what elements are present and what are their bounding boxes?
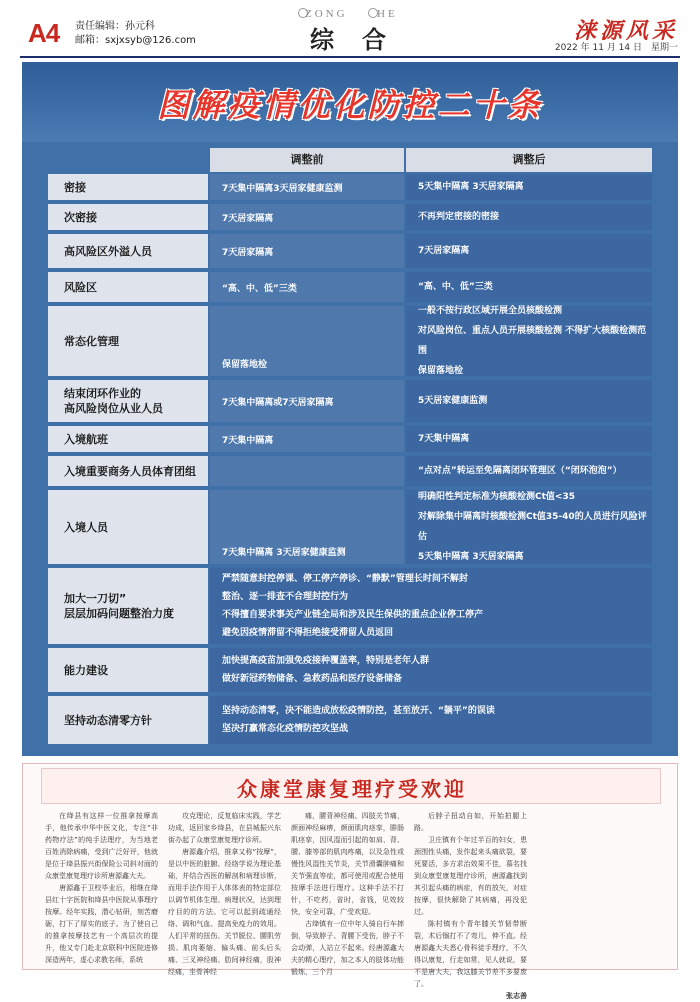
measure-line: 坚持动态清零，决不能造成放松疫情防控，甚至放开、“躺平”的误读 xyxy=(222,706,495,716)
paragraph: 痛，腰背神经痛、四肢关节痛，颜面神经麻痹，颜面肌肉痉挛，腓肠肌痉挛，因风湿而引起的如肩、背、腰、膝等部的肌肉疼痛，以及急性或慢性风湿性关节炎，关节滑囊肿痛和关节强直等症，都可使用或配合使用按摩手法进行理疗。这种手法不打针，不吃药，省时，省钱，见效较快，安全可靠，广受欢迎。 xyxy=(291,812,404,916)
measure-line: 整治、逐一排查不合理封控行为 xyxy=(222,592,349,602)
measure-line: 做好新冠药物储备、急救药品和医疗设备储备 xyxy=(222,674,403,684)
paragraph: 唐源鑫于卫校毕业后，相继在绛县红十字医院和绛县中医院从事理疗按摩。经年实践，潜心钻研，刻苦磨砺，打下了厚实的底子。为了使自己的推拿按摩技艺有一个高层次的提升，他又专门赴北京联科中医院进修深造两年，虚心求教名师，系统 xyxy=(45,884,158,964)
after-value xyxy=(406,426,652,452)
table-row xyxy=(48,272,652,302)
after-value xyxy=(406,306,652,376)
table-row xyxy=(48,648,652,692)
row-label: 密接 xyxy=(48,174,208,200)
before-value: 7天集中隔离3天居家健康监测 xyxy=(210,174,404,200)
after-line: 5天集中隔离 3天居家隔离 xyxy=(418,552,524,562)
measure-lines xyxy=(210,696,652,744)
table-row xyxy=(48,380,652,422)
measure-line: 严禁随意封控停课、停工停产停诊、“静默”管理长时间不解封 xyxy=(222,574,468,584)
article-column xyxy=(45,810,158,962)
after-line: 7天居家隔离 xyxy=(418,246,470,256)
after-line: 5天居家健康监测 xyxy=(418,396,488,406)
header-divider xyxy=(20,56,680,58)
brand-logo: 涞源风采 xyxy=(573,18,678,44)
row-label: 高风险区外溢人员 xyxy=(48,234,208,268)
table-row xyxy=(48,234,652,268)
before-value: 7天居家隔离 xyxy=(210,234,404,268)
after-value xyxy=(406,234,652,268)
before-value: “高、中、低”三类 xyxy=(210,272,404,302)
paragraph: 在绛县有这样一位推拿按摩高手，他传承中华中医文化，专注“非药物疗法”的纯手法理疗，为当地老百姓消除病痛，受到广泛好评，他就是位于绛县振兴街保险公司斜对面的众康堂康复理疗诊所唐源鑫大夫。 xyxy=(45,812,158,880)
table-row xyxy=(48,456,652,486)
section-en-right: HE xyxy=(377,8,398,20)
row-label: 入境航班 xyxy=(48,426,208,452)
after-line: 一般不按行政区域开展全员核酸检测 xyxy=(418,306,563,316)
after-line: 对解除集中隔离时核酸检测Ct值35-40的人员进行风险评估 xyxy=(418,512,647,542)
after-value xyxy=(406,174,652,200)
after-line: 不再判定密接的密接 xyxy=(418,212,500,222)
row-label: 入境人员 xyxy=(48,490,208,564)
article-column xyxy=(414,810,527,1000)
editor-info xyxy=(75,20,196,48)
paragraph: 唐源鑫介绍，推拿又称“按摩”，是以中医的脏腑、经络学说为理论基础，并结合西医的解剖和病理诊断，而用手法作用于人体体表的特定部位以调节机体生理、病理状况，达到理疗目的的方法。它可以起到疏通经络、调和气血、提高免疫力的效用。人们平常的扭伤、关节脱位、腰肌劳损、肌肉萎缩、偏头痛、前头后头痛、三叉神经痛、肋间神经痛，股神经痛，坐骨神经 xyxy=(168,848,281,976)
table-row xyxy=(48,204,652,230)
row-label: 结束闭环作业的 高风险岗位从业人员 xyxy=(48,380,208,422)
before-value: 保留落地检 xyxy=(210,306,404,376)
row-label: 能力建设 xyxy=(48,648,208,692)
measure-line: 避免因疫情滞留不得拒绝接受滞留人员返回 xyxy=(222,628,394,638)
before-value: 7天居家隔离 xyxy=(210,204,404,230)
editor-line: 责任编辑：孙元科 xyxy=(75,21,155,32)
table-row xyxy=(48,426,652,452)
before-value: 7天集中隔离 3天居家健康监测 xyxy=(210,490,404,564)
issue-date: 2022 年 11 月 14 日 星期一 xyxy=(554,43,678,53)
email-line: 邮箱：sxjxsyb@126.com xyxy=(75,35,196,46)
before-value: 7天集中隔离或7天居家隔离 xyxy=(210,380,404,422)
after-line: “高、中、低”三类 xyxy=(418,282,493,292)
after-value xyxy=(406,456,652,486)
measure-line: 坚决打赢常态化疫情防控攻坚战 xyxy=(222,724,349,734)
column-header-after: 调整后 xyxy=(406,148,652,172)
section-en-left: ZONG xyxy=(305,8,348,20)
after-line: 5天集中隔离 3天居家隔离 xyxy=(418,182,524,192)
table-row xyxy=(48,306,652,376)
column-header-before: 调整前 xyxy=(210,148,404,172)
measure-lines xyxy=(210,568,652,644)
after-line: 明确阳性判定标准为核酸检测Ct值<35 xyxy=(418,492,575,502)
after-value xyxy=(406,272,652,302)
after-line: “点对点”转运至免隔离闭环管理区（“闭环泡泡”） xyxy=(418,466,622,476)
before-value xyxy=(210,456,404,486)
after-line: 保留落地检 xyxy=(418,366,464,376)
article-box xyxy=(22,763,678,1000)
article-columns xyxy=(45,810,657,1000)
article-column xyxy=(291,810,404,976)
newspaper-header xyxy=(0,0,700,60)
row-label: 常态化管理 xyxy=(48,306,208,376)
row-label: 次密接 xyxy=(48,204,208,230)
article-title: 众康堂康复理疗受欢迎 xyxy=(237,777,467,801)
paragraph: 卫庄镇有个年过半百的妇女，患颈围性头痛，发作起来头痛欲裂，要死要活，多方求治效果不佳，慕名找到众康堂康复理疗诊所，唐源鑫找到其引起头痛的病症，有的放矢，对症按摩，很快解除了其病痛，再没犯过。 xyxy=(414,836,527,916)
paragraph: 后脖子扭动自如，开始拍腿上路。 xyxy=(414,812,527,832)
paragraph: 攻克理论，反复临床实践，学艺功成，返回家乡绛县，在县城振兴东街办起了众康堂康复理疗诊所。 xyxy=(168,812,281,844)
after-value xyxy=(406,490,652,564)
infographic-panel xyxy=(22,62,678,756)
author-byline: 张志善 xyxy=(506,992,527,1000)
infographic-title: 图解疫情优化防控二十条 xyxy=(157,86,543,124)
measure-line: 不得擅自要求事关产业链全局和涉及民生保供的重点企业停工停产 xyxy=(222,610,484,620)
table-row xyxy=(48,696,652,744)
row-label: 风险区 xyxy=(48,272,208,302)
article-header xyxy=(41,768,661,804)
section-title: 综合 xyxy=(310,26,414,54)
paragraph: 古绛镇有一位中年人骑自行车摔倒，导致脖子、背腰下受伤，脖子不会动弹，人站立不起来。经唐源鑫大夫的精心理疗，加之本人的肢体功能锻炼，三个月 xyxy=(291,920,404,976)
after-line: 7天集中隔离 xyxy=(418,434,470,444)
after-value xyxy=(406,204,652,230)
row-label: 入境重要商务人员体育团组 xyxy=(48,456,208,486)
table-row xyxy=(48,568,652,644)
page-code: A4 xyxy=(28,18,60,48)
paragraph: 陈村镇有个青年膝关节韧带断裂，术后锢打不了弯儿，伸不直。经唐源鑫大夫悉心骨科徒手理疗，不久得以康复，行走如常，见人就说，要不是唐大夫，我这膝关节差不多要废了。 xyxy=(414,920,527,988)
measure-line: 加快提高疫苗加强免疫接种覆盖率，特别是老年人群 xyxy=(222,656,430,666)
measure-lines xyxy=(210,648,652,692)
row-label: 加大一刀切” 层层加码问题整治力度 xyxy=(48,568,208,644)
row-label: 坚持动态清零方针 xyxy=(48,696,208,744)
table-row xyxy=(48,174,652,200)
table-row xyxy=(48,490,652,564)
before-value: 7天集中隔离 xyxy=(210,426,404,452)
article-column xyxy=(168,810,281,976)
after-line: 对风险岗位、重点人员开展核酸检测 不得扩大核酸检测范围 xyxy=(418,326,647,356)
after-value xyxy=(406,380,652,422)
